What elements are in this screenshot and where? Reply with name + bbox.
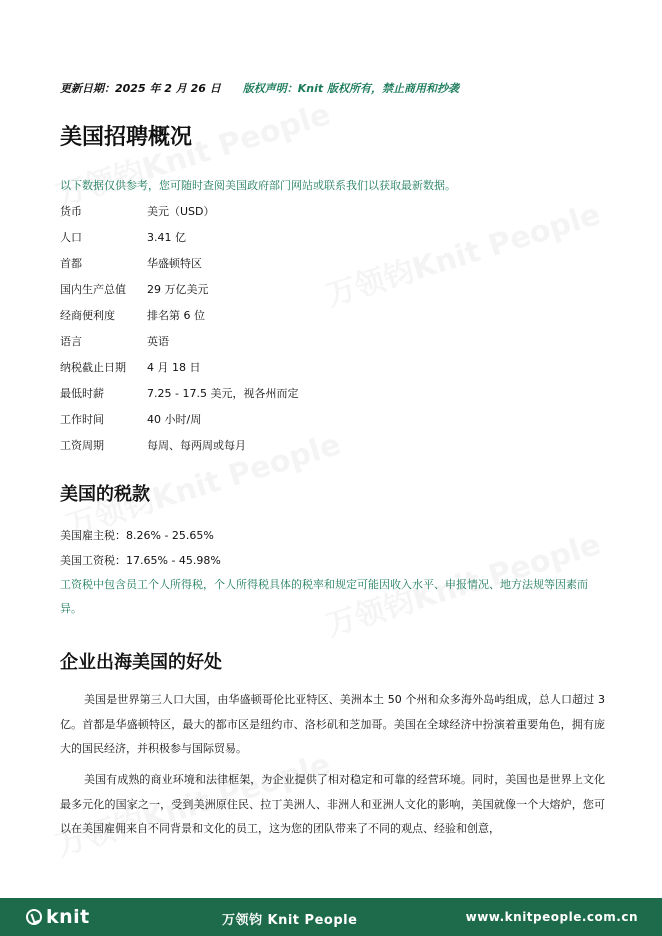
- fact-value: 3.41 亿: [147, 231, 186, 244]
- fact-key: 首都: [60, 257, 82, 270]
- page-title: 美国招聘概况: [60, 125, 193, 150]
- logo-text: knit: [46, 906, 90, 928]
- fact-value: 英语: [147, 335, 169, 348]
- benefits-heading: 企业出海美国的好处: [60, 652, 222, 673]
- payroll-tax: 美国工资税：17.65% - 45.98%: [60, 554, 221, 567]
- footer-brand: 万领钧 Knit People: [222, 913, 358, 928]
- tax-heading: 美国的税款: [60, 484, 150, 505]
- fact-key: 人口: [60, 231, 82, 244]
- fact-key: 纳税截止日期: [60, 361, 126, 374]
- watermark: [320, 189, 605, 314]
- update-date: 更新日期：2025 年 2 月 26 日: [60, 82, 221, 95]
- fact-key: 工作时间: [60, 413, 104, 426]
- tax-note: 工资税中包含员工个人所得税，个人所得税具体的税率和规定可能因收入水平、申报情况、地方法规等因素而异。: [60, 578, 588, 615]
- fact-value: 4 月 18 日: [147, 361, 201, 374]
- document-meta: [60, 80, 459, 96]
- data-disclaimer: 以下数据仅供参考，您可随时查阅美国政府部门网站或联系我们以获取最新数据。: [60, 179, 456, 192]
- employer-tax: 美国雇主税：8.26% - 25.65%: [60, 529, 214, 542]
- copyright-notice: 版权声明：Knit 版权所有，禁止商用和抄袭: [242, 82, 459, 95]
- watermark: [50, 89, 335, 214]
- fact-value: 每周、每两周或每月: [147, 439, 246, 452]
- benefits-paragraph: 美国有成熟的商业环境和法律框架，为企业提供了相对稳定和可靠的经营环境。同时，美国也是世界上文化最多元化的国家之一，受到美洲原住民、拉丁美洲人、非洲人和亚洲人文化的影响，美国就像一个大熔炉，您可以在美国雇佣来自不同背景和文化的员工，这为您的团队带来了不同的观点、经验和创意，: [60, 773, 605, 835]
- fact-value: 7.25 - 17.5 美元，视各州而定: [147, 387, 299, 400]
- fact-value: 华盛顿特区: [147, 257, 202, 270]
- footer-bar: [0, 898, 662, 936]
- fact-value: 29 万亿美元: [147, 283, 209, 296]
- footer-website: www.knitpeople.com.cn: [465, 910, 638, 924]
- fact-value: 40 小时/周: [147, 413, 202, 426]
- knit-logo: [26, 906, 90, 928]
- fact-value: 排名第 6 位: [147, 309, 205, 322]
- knit-logo-icon: [26, 909, 42, 925]
- fact-key: 语言: [60, 335, 82, 348]
- fact-value: 美元（USD）: [147, 205, 215, 218]
- benefits-paragraph: 美国是世界第三人口大国，由华盛顿哥伦比亚特区、美洲本土 50 个州和众多海外岛屿组成，总人口超过 3 亿。首都是华盛顿特区，最大的都市区是纽约市、洛杉矶和芝加哥。美国在全球经济中扮演着重要角色，拥有庞大的国民经济，并积极参与国际贸易。: [60, 693, 605, 755]
- fact-key: 最低时薪: [60, 387, 104, 400]
- fact-key: 经商便利度: [60, 309, 115, 322]
- fact-key: 货币: [60, 205, 82, 218]
- fact-key: 工资周期: [60, 439, 104, 452]
- fact-key: 国内生产总值: [60, 283, 126, 296]
